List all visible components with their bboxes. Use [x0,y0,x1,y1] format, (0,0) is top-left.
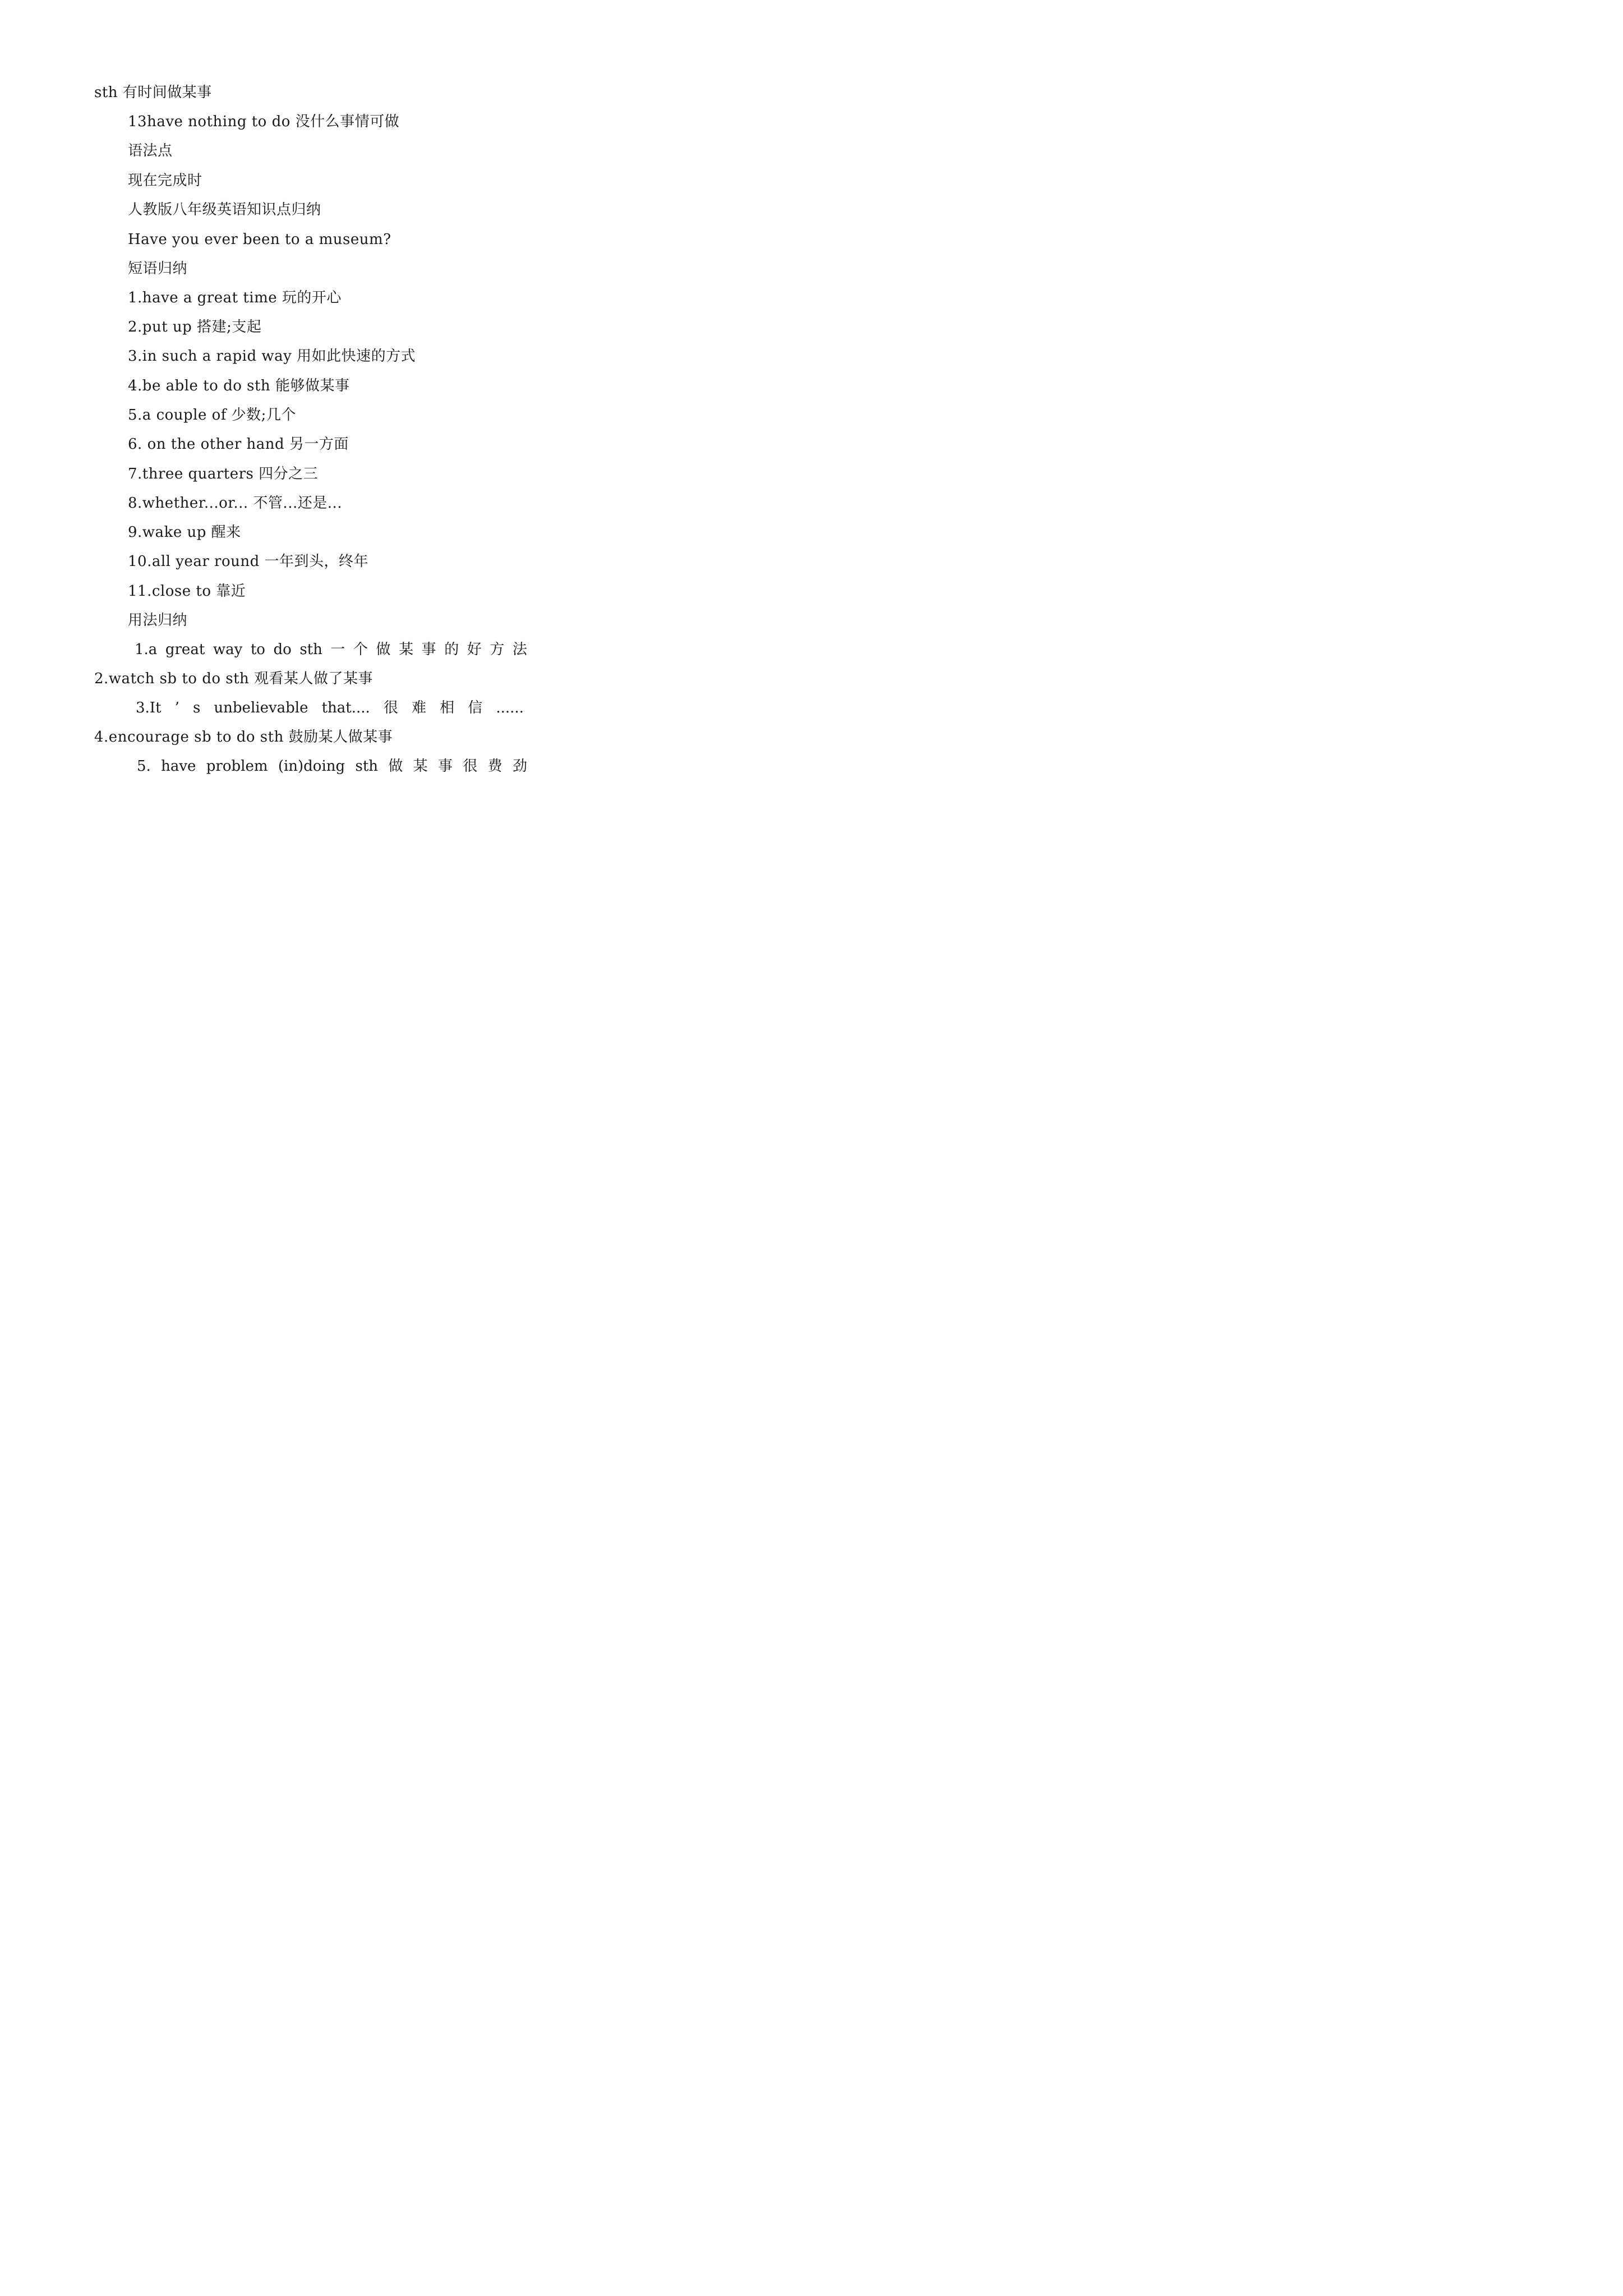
word: 很 [463,758,478,775]
word: unbelievable [214,700,308,716]
phrase-item: 11.close to 靠近 [128,583,246,600]
word: problem [206,758,268,775]
word: great [165,641,205,658]
word: that.... [321,700,370,716]
word: to [250,641,265,658]
word: 劲 [512,758,527,775]
section-heading: 用法归纳 [128,612,188,629]
phrase-item: 5.a couple of 少数;几个 [128,407,296,424]
word: 3.It [136,700,162,716]
unit-title: Have you ever been to a museum? [128,231,391,248]
section-heading: 短语归纳 [128,260,188,277]
word: 1.a [135,641,158,658]
word: 方 [490,641,505,658]
word: 费 [487,758,502,775]
word: sth [355,758,379,775]
section-heading: 语法点 [128,142,173,159]
word: 事 [438,758,453,775]
word: 法 [512,641,527,658]
usage-item: 4.encourage sb to do sth 鼓励某人做某事 [94,729,393,746]
word: 难 [412,700,427,716]
phrase-item: 9.wake up 醒来 [128,524,241,541]
word: have [161,758,196,775]
word: 相 [440,700,455,716]
word: 某 [399,641,414,658]
phrase-item: 1.have a great time 玩的开心 [128,289,342,306]
word: 5. [137,758,151,775]
word: 个 [353,641,368,658]
word: 信 [468,700,483,716]
word: way [213,641,243,658]
word: 的 [444,641,459,658]
word: 做 [388,758,403,775]
usage-item: 2.watch sb to do sth 观看某人做了某事 [94,670,374,687]
phrase-item: 8.whether...or... 不管...还是... [128,495,343,512]
phrase-item: 10.all year round 一年到头，终年 [128,553,368,570]
word: 一 [330,641,345,658]
usage-item [135,640,527,659]
usage-item [136,698,524,717]
phrase-item: 2.put up 搭建;支起 [128,319,262,335]
document-title: 人教版八年级英语知识点归纳 [128,201,321,218]
phrase-item: 4.be able to do sth 能够做某事 [128,378,350,394]
word: (in)doing [278,758,345,775]
section-heading: 现在完成时 [128,172,202,189]
phrase-item: 7.three quarters 四分之三 [128,466,319,482]
word: ...... [496,700,524,716]
phrase-item: 6. on the other hand 另一方面 [128,436,349,453]
word: do [273,641,292,658]
word: sth [299,641,322,658]
word: 事 [421,641,436,658]
phrase-item: 3.in such a rapid way 用如此快速的方式 [128,348,416,365]
word: 很 [383,700,398,716]
word: 好 [467,641,482,658]
usage-item [137,757,527,776]
word: ’ [174,700,179,716]
document-page [0,0,617,872]
word: 某 [413,758,428,775]
word: s [192,700,201,716]
text-line: 13have nothing to do 没什么事情可做 [128,113,400,130]
word: 做 [376,641,391,658]
text-line: sth 有时间做某事 [94,84,212,101]
